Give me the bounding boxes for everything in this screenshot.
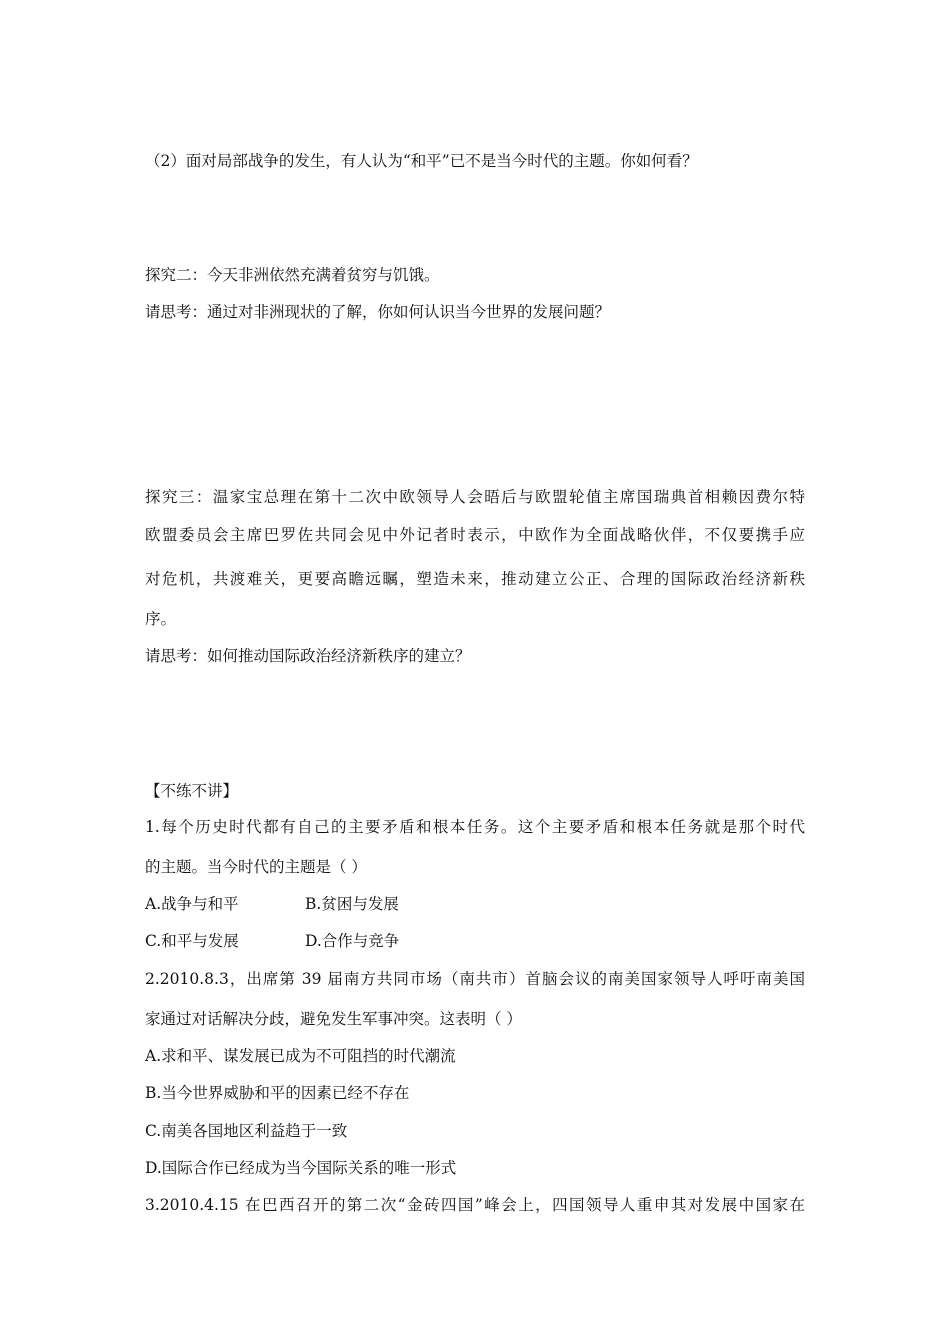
q2-line-1: 2.2010.8.3，出席第 39 届南方共同市场（南共市）首脑会议的南美国家领导人呼吁南美国 — [145, 970, 805, 988]
explore-2-title: 探究二：今天非洲依然充满着贫穷与饥饿。 — [145, 266, 440, 284]
explore-3-line-2: 欧盟委员会主席巴罗佐共同会见中外记者时表示，中欧作为全面战略伙伴，不仅要携手应 — [145, 526, 805, 544]
question-2: （2）面对局部战争的发生，有人认为“和平”已不是当今时代的主题。你如何看？ — [145, 152, 698, 170]
explore-2-prompt: 请思考：通过对非洲现状的了解，你如何认识当今世界的发展问题？ — [145, 303, 611, 321]
practice-heading: 【不练不讲】 — [145, 782, 239, 800]
explore-3-line-3: 对危机，共渡难关，更要高瞻远瞩，塑造未来，推动建立公正、合理的国际政治经济新秩 — [145, 570, 805, 588]
explore-3-line-4: 序。 — [145, 610, 177, 628]
q2-option-c: C.南美各国地区利益趋于一致 — [145, 1122, 348, 1140]
explore-3-prompt: 请思考：如何推动国际政治经济新秩序的建立？ — [145, 647, 471, 665]
q2-option-d: D.国际合作已经成为当今国际关系的唯一形式 — [145, 1159, 457, 1177]
q1-option-c: C.和平与发展 — [145, 932, 239, 950]
q1-option-b: B.贫困与发展 — [305, 895, 399, 913]
q1-option-a: A.战争与和平 — [145, 895, 239, 913]
q1-options-row-1 — [145, 894, 399, 914]
q2-option-a: A.求和平、谋发展已成为不可阻挡的时代潮流 — [145, 1047, 456, 1065]
explore-3-line-1: 探究三：温家宝总理在第十二次中欧领导人会晤后与欧盟轮值主席国瑞典首相赖因费尔特 — [145, 488, 805, 506]
q2-option-b: B.当今世界威胁和平的因素已经不存在 — [145, 1084, 410, 1102]
q1-options-row-2 — [145, 931, 399, 951]
q2-line-2: 家通过对话解决分歧，避免发生军事冲突。这表明（ ） — [145, 1010, 522, 1028]
q3-line-1: 3.2010.4.15 在巴西召开的第二次“金砖四国”峰会上，四国领导人重申其对发展中国家在 — [145, 1196, 805, 1214]
q1-line-1: 1.每个历史时代都有自己的主要矛盾和根本任务。这个主要矛盾和根本任务就是那个时代 — [145, 818, 805, 836]
q1-line-2: 的主题。当今时代的主题是（ ） — [145, 858, 367, 876]
q1-option-d: D.合作与竞争 — [305, 932, 400, 950]
